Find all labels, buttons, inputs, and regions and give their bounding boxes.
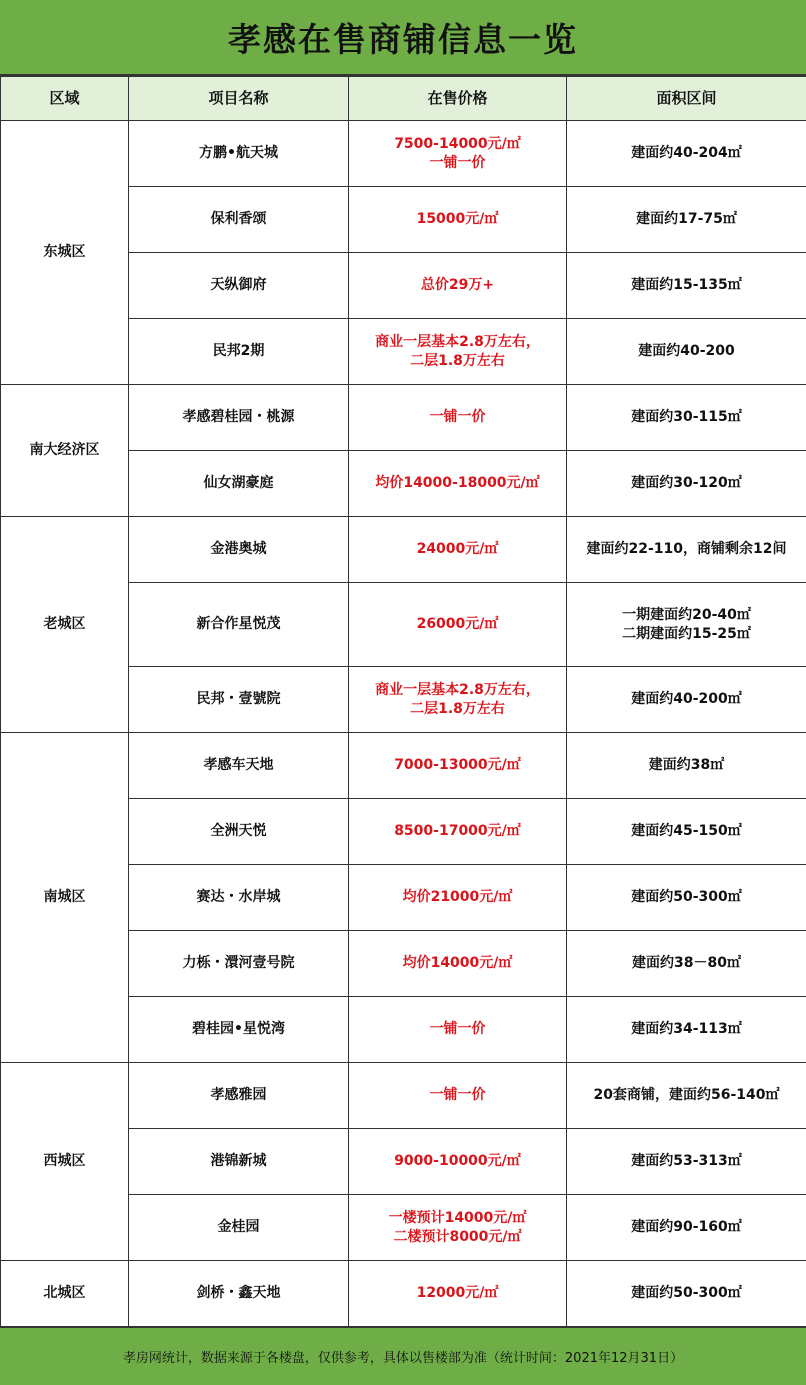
price-line: 均价21000元/㎡ — [402, 889, 513, 905]
area-line: 建面约90-160㎡ — [631, 1219, 742, 1235]
area-line: 建面约45-150㎡ — [631, 823, 742, 839]
project-name-cell: 金港奥城 — [129, 517, 349, 583]
table-row — [1, 1261, 806, 1327]
district-cell: 东城区 — [1, 121, 129, 385]
project-name-cell: 碧桂园•星悦湾 — [129, 997, 349, 1063]
area-line: 建面约53-313㎡ — [631, 1153, 742, 1169]
district-cell: 南城区 — [1, 733, 129, 1063]
district-cell: 老城区 — [1, 517, 129, 733]
project-name-cell: 港锦新城 — [129, 1129, 349, 1195]
price-line: 7000-13000元/㎡ — [394, 757, 521, 773]
area-line: 一期建面约20-40㎡ — [622, 606, 751, 623]
project-name-cell: 方鹏•航天城 — [129, 121, 349, 187]
table-row — [1, 121, 806, 187]
table-row — [1, 517, 806, 583]
area-cell — [567, 733, 806, 799]
area-cell — [567, 667, 806, 733]
header-district: 区域 — [1, 77, 129, 121]
area-cell — [567, 1063, 806, 1129]
header-project-name: 项目名称 — [129, 77, 349, 121]
table-header-row — [1, 77, 806, 121]
area-cell — [567, 1261, 806, 1327]
project-name-cell: 赛达・水岸城 — [129, 865, 349, 931]
price-cell — [349, 583, 567, 667]
price-line: 一铺一价 — [429, 1087, 486, 1103]
project-name-cell: 仙女湖豪庭 — [129, 451, 349, 517]
price-line: 8500-17000元/㎡ — [394, 823, 521, 839]
project-name-cell: 天纵御府 — [129, 253, 349, 319]
area-line: 建面约40-200㎡ — [631, 691, 742, 707]
project-name-cell: 孝感车天地 — [129, 733, 349, 799]
price-line: 一铺一价 — [429, 409, 486, 425]
area-line: 建面约40-200 — [638, 343, 735, 359]
header-price: 在售价格 — [349, 77, 567, 121]
area-line: 建面约17-75㎡ — [636, 211, 737, 227]
footer-note: 孝房网统计，数据来源于各楼盘，仅供参考，具体以售楼部为准（统计时间：2021年12月31日） — [0, 1327, 806, 1385]
price-cell — [349, 1063, 567, 1129]
district-cell: 南大经济区 — [1, 385, 129, 517]
project-name-cell: 剑桥・鑫天地 — [129, 1261, 349, 1327]
area-line: 建面约50-300㎡ — [631, 1285, 742, 1301]
area-cell — [567, 517, 806, 583]
area-line: 建面约50-300㎡ — [631, 889, 742, 905]
price-cell — [349, 733, 567, 799]
price-cell — [349, 253, 567, 319]
district-cell: 北城区 — [1, 1261, 129, 1327]
price-cell — [349, 997, 567, 1063]
price-line: 商业一层基本2.8万左右， — [375, 681, 540, 698]
page-title: 孝感在售商铺信息一览 — [0, 0, 806, 76]
area-line: 建面约30-120㎡ — [631, 475, 742, 491]
area-cell — [567, 1195, 806, 1261]
area-cell — [567, 253, 806, 319]
price-line: 二层1.8万左右 — [410, 700, 505, 717]
area-line: 建面约22-110，商铺剩余12间 — [586, 541, 787, 557]
price-line: 一楼预计14000元/㎡ — [388, 1209, 527, 1226]
price-line: 均价14000元/㎡ — [402, 955, 513, 971]
price-cell — [349, 385, 567, 451]
area-cell — [567, 319, 806, 385]
area-line: 建面约34-113㎡ — [631, 1021, 742, 1037]
area-line: 20套商铺，建面约56-140㎡ — [593, 1087, 780, 1103]
price-line: 一铺一价 — [429, 154, 486, 171]
price-cell — [349, 799, 567, 865]
area-line: 建面约15-135㎡ — [631, 277, 742, 293]
price-line: 7500-14000元/㎡ — [394, 135, 521, 152]
area-cell — [567, 865, 806, 931]
area-cell — [567, 997, 806, 1063]
project-name-cell: 孝感碧桂园・桃源 — [129, 385, 349, 451]
table-row — [1, 385, 806, 451]
price-cell — [349, 865, 567, 931]
area-cell — [567, 385, 806, 451]
price-cell — [349, 1261, 567, 1327]
price-cell — [349, 667, 567, 733]
price-line: 15000元/㎡ — [416, 211, 499, 227]
area-line: 建面约40-204㎡ — [631, 145, 742, 161]
price-line: 总价29万+ — [420, 277, 495, 293]
district-cell: 西城区 — [1, 1063, 129, 1261]
price-cell — [349, 451, 567, 517]
area-cell — [567, 121, 806, 187]
price-cell — [349, 187, 567, 253]
price-cell — [349, 931, 567, 997]
project-name-cell: 保利香颂 — [129, 187, 349, 253]
project-name-cell: 新合作星悦茂 — [129, 583, 349, 667]
project-name-cell: 民邦・壹號院 — [129, 667, 349, 733]
price-cell — [349, 517, 567, 583]
area-cell — [567, 451, 806, 517]
area-line: 建面约38－80㎡ — [632, 955, 741, 971]
price-line: 一铺一价 — [429, 1021, 486, 1037]
project-name-cell: 孝感雅园 — [129, 1063, 349, 1129]
price-cell — [349, 319, 567, 385]
price-line: 26000元/㎡ — [416, 616, 499, 632]
shop-table — [0, 76, 806, 1327]
price-cell — [349, 1195, 567, 1261]
area-line: 建面约38㎡ — [648, 757, 725, 773]
price-line: 均价14000-18000元/㎡ — [375, 475, 540, 491]
area-line: 建面约30-115㎡ — [631, 409, 742, 425]
table-row — [1, 733, 806, 799]
area-cell — [567, 583, 806, 667]
price-line: 二层1.8万左右 — [410, 352, 505, 369]
project-name-cell: 金桂园 — [129, 1195, 349, 1261]
price-line: 二楼预计8000元/㎡ — [393, 1228, 522, 1245]
price-line: 商业一层基本2.8万左右， — [375, 333, 540, 350]
project-name-cell: 全洲天悦 — [129, 799, 349, 865]
price-cell — [349, 1129, 567, 1195]
table-row — [1, 1063, 806, 1129]
project-name-cell: 民邦2期 — [129, 319, 349, 385]
area-cell — [567, 187, 806, 253]
header-area: 面积区间 — [567, 77, 806, 121]
area-cell — [567, 799, 806, 865]
price-line: 24000元/㎡ — [416, 541, 499, 557]
price-line: 12000元/㎡ — [416, 1285, 499, 1301]
project-name-cell: 力栎・澴河壹号院 — [129, 931, 349, 997]
price-line: 9000-10000元/㎡ — [394, 1153, 521, 1169]
price-cell — [349, 121, 567, 187]
area-cell — [567, 1129, 806, 1195]
area-cell — [567, 931, 806, 997]
area-line: 二期建面约15-25㎡ — [622, 625, 751, 642]
